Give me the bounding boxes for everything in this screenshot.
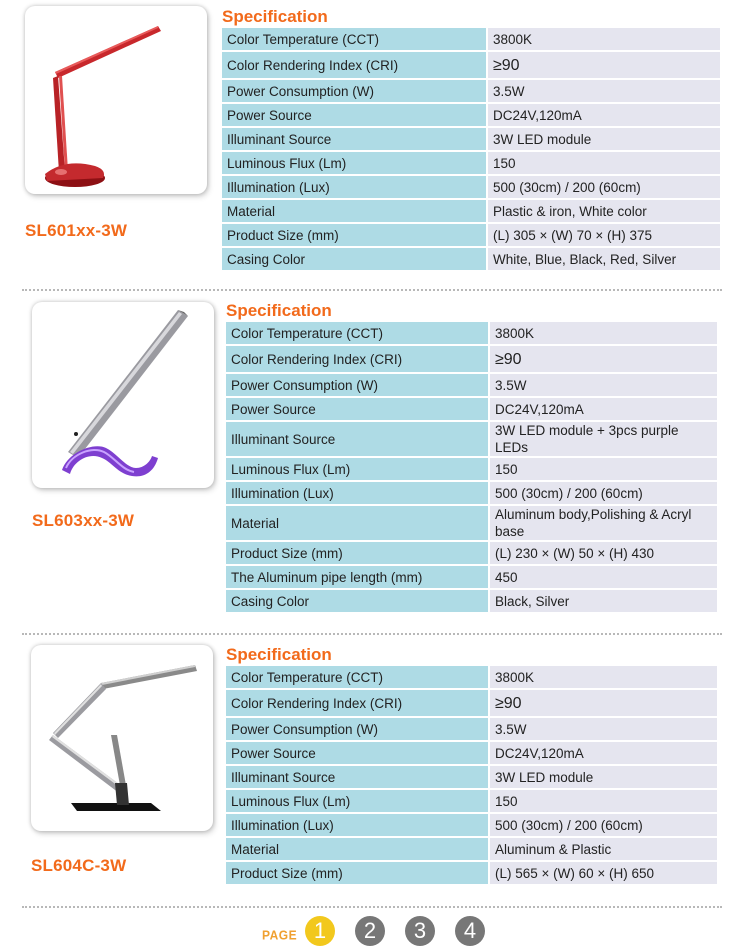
spec-label: Power Consumption (W): [226, 374, 490, 396]
spec-row: [226, 718, 717, 740]
spec-label: Color Rendering Index (CRI): [226, 690, 490, 716]
spec-value: DC24V,120mA: [490, 742, 717, 764]
model-name: SL604C-3W: [31, 856, 127, 875]
spec-value: 3.5W: [490, 718, 717, 740]
spec-value: 150: [488, 152, 720, 174]
spec-row: [226, 482, 717, 504]
spec-value: Aluminum & Plastic: [490, 838, 717, 860]
spec-value: (L) 305 × (W) 70 × (H) 375: [488, 224, 720, 246]
spec-value: Plastic & iron, White color: [488, 200, 720, 222]
spec-label: Casing Color: [222, 248, 488, 270]
section-divider: [22, 906, 722, 908]
spec-row: [226, 742, 717, 764]
spec-row: [222, 176, 720, 198]
spec-value: Black, Silver: [490, 590, 717, 612]
spec-label: Power Consumption (W): [226, 718, 490, 740]
spec-value: (L) 565 × (W) 60 × (H) 650: [490, 862, 717, 884]
spec-value: (L) 230 × (W) 50 × (H) 430: [490, 542, 717, 564]
spec-label: Illumination (Lux): [226, 814, 490, 836]
spec-row: [226, 398, 717, 420]
spec-value: DC24V,120mA: [488, 104, 720, 126]
model-name: SL601xx-3W: [25, 221, 128, 240]
spec-label: Material: [222, 200, 488, 222]
spec-label: Power Source: [226, 742, 490, 764]
spec-label: Color Rendering Index (CRI): [222, 52, 488, 78]
spec-value: 3800K: [490, 322, 717, 344]
spec-title: Specification: [226, 301, 332, 320]
spec-label: Illuminant Source: [222, 128, 488, 150]
product-image-sl604: [31, 645, 213, 831]
spec-label: Illuminant Source: [226, 766, 490, 788]
silver-purple-lamp-icon: [32, 302, 214, 488]
spec-row: [222, 128, 720, 150]
page-4-button[interactable]: 4: [455, 916, 485, 946]
spec-value: 500 (30cm) / 200 (60cm): [490, 482, 717, 504]
spec-value: 150: [490, 458, 717, 480]
spec-row: [226, 458, 717, 480]
spec-label: Luminous Flux (Lm): [222, 152, 488, 174]
spec-row: [222, 152, 720, 174]
spec-value: 3W LED module + 3pcs purple LEDs: [490, 422, 717, 456]
spec-row: [222, 248, 720, 270]
spec-row: [222, 52, 720, 78]
spec-row: [222, 200, 720, 222]
spec-row: [226, 838, 717, 860]
spec-value: 3.5W: [490, 374, 717, 396]
spec-label: Luminous Flux (Lm): [226, 458, 490, 480]
spec-row: [226, 766, 717, 788]
spec-value: 3W LED module: [488, 128, 720, 150]
spec-row: [226, 666, 717, 688]
spec-value: 3W LED module: [490, 766, 717, 788]
spec-row: [222, 80, 720, 102]
spec-value: ≥90: [490, 690, 717, 716]
page-label: PAGE: [262, 927, 298, 943]
spec-label: The Aluminum pipe length (mm): [226, 566, 490, 588]
spec-label: Power Source: [222, 104, 488, 126]
spec-title: Specification: [226, 645, 332, 664]
black-arm-lamp-icon: [31, 645, 213, 831]
spec-row: [226, 422, 717, 456]
spec-row: [226, 346, 717, 372]
spec-label: Illuminant Source: [226, 422, 490, 456]
spec-label: Product Size (mm): [222, 224, 488, 246]
spec-label: Color Temperature (CCT): [222, 28, 488, 50]
spec-value: ≥90: [490, 346, 717, 372]
spec-value: DC24V,120mA: [490, 398, 717, 420]
spec-row: [226, 790, 717, 812]
spec-label: Color Rendering Index (CRI): [226, 346, 490, 372]
spec-label: Power Source: [226, 398, 490, 420]
spec-value: 500 (30cm) / 200 (60cm): [488, 176, 720, 198]
spec-table: [226, 664, 717, 886]
spec-label: Color Temperature (CCT): [226, 666, 490, 688]
pagination: [0, 914, 750, 948]
spec-title: Specification: [222, 7, 328, 26]
spec-value: 150: [490, 790, 717, 812]
spec-label: Luminous Flux (Lm): [226, 790, 490, 812]
model-name: SL603xx-3W: [32, 511, 135, 530]
spec-value: Aluminum body,Polishing & Acryl base: [490, 506, 717, 540]
red-desk-lamp-icon: [25, 6, 207, 194]
spec-row: [222, 224, 720, 246]
spec-label: Power Consumption (W): [222, 80, 488, 102]
spec-value: ≥90: [488, 52, 720, 78]
spec-row: [222, 28, 720, 50]
spec-label: Illumination (Lux): [226, 482, 490, 504]
spec-row: [226, 542, 717, 564]
spec-value: 3800K: [490, 666, 717, 688]
spec-table: [222, 26, 720, 272]
spec-label: Material: [226, 838, 490, 860]
spec-table: [226, 320, 717, 614]
spec-row: [226, 590, 717, 612]
spec-label: Product Size (mm): [226, 862, 490, 884]
spec-row: [226, 690, 717, 716]
product-image-sl603: [32, 302, 214, 488]
section-divider: [22, 289, 722, 291]
section-divider: [22, 633, 722, 635]
page-2-button[interactable]: 2: [355, 916, 385, 946]
spec-row: [226, 506, 717, 540]
spec-row: [226, 814, 717, 836]
spec-value: 3800K: [488, 28, 720, 50]
spec-value: White, Blue, Black, Red, Silver: [488, 248, 720, 270]
product-image-sl601: [25, 6, 207, 194]
spec-value: 450: [490, 566, 717, 588]
spec-value: 500 (30cm) / 200 (60cm): [490, 814, 717, 836]
spec-label: Product Size (mm): [226, 542, 490, 564]
page-1-button[interactable]: 1: [305, 916, 335, 946]
page-3-button[interactable]: 3: [405, 916, 435, 946]
spec-row: [226, 374, 717, 396]
spec-row: [222, 104, 720, 126]
spec-row: [226, 566, 717, 588]
spec-label: Illumination (Lux): [222, 176, 488, 198]
spec-row: [226, 322, 717, 344]
spec-label: Material: [226, 506, 490, 540]
spec-value: 3.5W: [488, 80, 720, 102]
spec-label: Casing Color: [226, 590, 490, 612]
spec-row: [226, 862, 717, 884]
spec-label: Color Temperature (CCT): [226, 322, 490, 344]
